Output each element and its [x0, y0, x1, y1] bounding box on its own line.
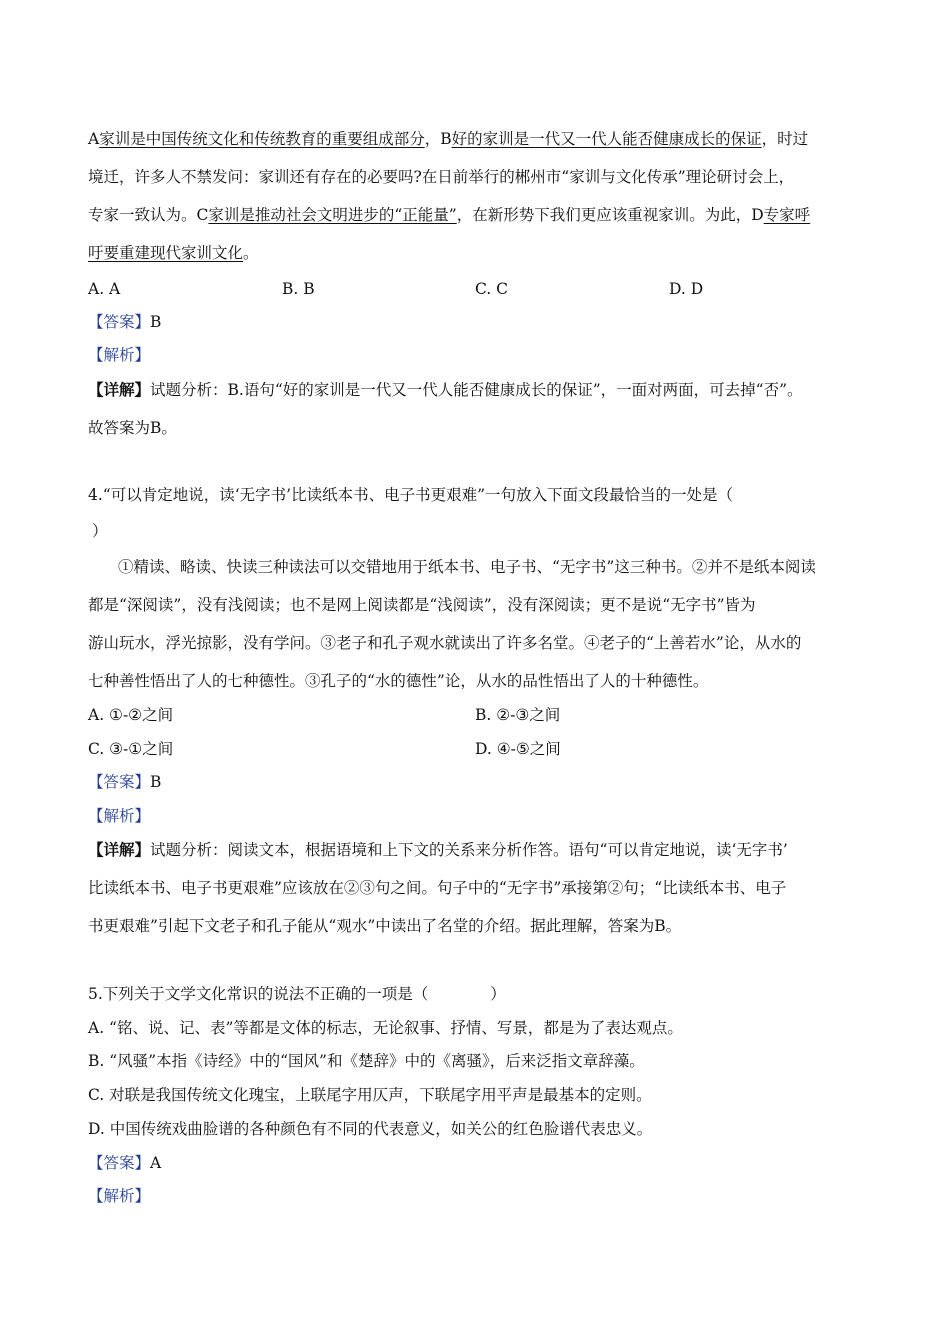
- detail-text: 试题分析：阅读文本，根据语境和上下文的关系来分析作答。语句“可以肯定地说，读‘无字书’: [150, 841, 788, 859]
- q4-option-d: D. ④-⑤之间: [475, 740, 561, 758]
- q5-option-c: C. 对联是我国传统文化瑰宝，上联尾字用仄声，下联尾字用平声是最基本的定则。: [88, 1086, 652, 1104]
- detail-text: 试题分析：B.语句“好的家训是一代又一代人能否健康成长的保证”，一面对两面，可去掉“否”。: [150, 381, 803, 399]
- answer-value: B: [150, 773, 162, 791]
- underlined-segment-d-cont: 吁要重建现代家训文化: [88, 244, 244, 262]
- q5-option-a: A. “铭、说、记、表”等都是文体的标志，无论叙事、抒情、写景，都是为了表达观点。: [88, 1019, 683, 1037]
- text-segment: ，时过: [761, 130, 809, 148]
- q4-paragraph-line-2: 都是“深阅读”，没有浅阅读；也不是网上阅读都是“浅阅读”，没有深阅读；更不是说“无字书”皆为: [88, 596, 756, 614]
- q5-stem: 5.下列关于文学文化常识的说法不正确的一项是（ ）: [88, 985, 506, 1003]
- q3-passage-line-2: 境迁，许多人不禁发问：家训还有存在的必要吗?在日前举行的郴州市“家训与文化传承”理论研讨会上，: [88, 168, 795, 186]
- q4-option-b: B. ②-③之间: [475, 706, 561, 724]
- q4-option-c: C. ③-①之间: [88, 740, 174, 758]
- analysis-tag: 【解析】: [88, 1187, 151, 1205]
- q5-answer: [88, 1153, 161, 1173]
- underlined-segment-c: 家训是推动社会文明进步的“正能量”: [208, 206, 457, 224]
- answer-value: A: [150, 1154, 162, 1172]
- answer-value: B: [150, 313, 162, 331]
- q3-passage-line-3: [88, 205, 810, 225]
- q4-stem-line-1: 4.“可以肯定地说，读‘无字书’比读纸本书、电子书更艰难”一句放入下面文段最恰当的一处是（: [88, 486, 733, 504]
- q3-passage-line-1: [88, 129, 808, 149]
- marker-b: ，B: [424, 130, 452, 148]
- q4-paragraph-line-1: ①精读、略读、快读三种读法可以交错地用于纸本书、电子书、“无字书”这三种书。②并不是纸本阅读: [118, 558, 816, 576]
- q3-analysis: [88, 345, 150, 365]
- q3-detail-line-2: 故答案为B。: [88, 419, 177, 437]
- detail-tag: 【详解】: [88, 380, 151, 399]
- q4-option-a: A. ①-②之间: [88, 706, 174, 724]
- q3-option-c: C. C: [475, 280, 509, 298]
- q4-detail-line-1: [88, 840, 788, 860]
- q5-option-d: D. 中国传统戏曲脸谱的各种颜色有不同的代表意义，如关公的红色脸谱代表忠义。: [88, 1120, 653, 1138]
- q3-option-d: D. D: [669, 280, 704, 298]
- text-segment: 。: [243, 244, 259, 262]
- q5-option-b: B. “风骚”本指《诗经》中的“国风”和《楚辞》中的《离骚》，后来泛指文章辞藻。: [88, 1052, 645, 1070]
- q4-paragraph-line-3: 游山玩水，浮光掠影，没有学问。③老子和孔子观水就读出了许多名堂。④老子的“上善若水”论，从水的: [88, 634, 802, 652]
- q4-analysis: [88, 806, 150, 826]
- q3-option-b: B. B: [282, 280, 315, 298]
- detail-tag: 【详解】: [88, 840, 151, 859]
- answer-tag: 【答案】: [88, 1154, 151, 1172]
- q4-answer: [88, 772, 161, 792]
- analysis-tag: 【解析】: [88, 807, 151, 825]
- q3-detail-line-1: [88, 380, 803, 400]
- marker-a: A: [88, 130, 100, 148]
- analysis-tag: 【解析】: [88, 346, 151, 364]
- underlined-segment-b: 好的家训是一代又一代人能否健康成长的保证: [451, 130, 762, 148]
- q3-passage-line-4: [88, 243, 259, 263]
- q5-analysis: [88, 1186, 150, 1206]
- q4-stem-line-2: ）: [92, 522, 108, 540]
- text-segment: ，在新形势下我们更应该重视家训。为此，D: [456, 206, 764, 224]
- q4-detail-line-3: 书更艰难”引起下文老子和孔子能从“观水”中读出了名堂的介绍。据此理解，答案为B。: [88, 917, 682, 935]
- underlined-segment-d: 专家呼: [763, 206, 811, 224]
- q4-paragraph-line-4: 七种善性悟出了人的七种德性。③孔子的“水的德性”论，从水的品性悟出了人的十种德性。: [88, 672, 709, 690]
- q3-answer: [88, 312, 161, 332]
- text-segment: 专家一致认为。C: [88, 206, 209, 224]
- underlined-segment-a: 家训是中国传统文化和传统教育的重要组成部分: [99, 130, 425, 148]
- q3-option-a: A. A: [88, 280, 121, 298]
- answer-tag: 【答案】: [88, 313, 151, 331]
- q4-detail-line-2: 比读纸本书、电子书更艰难”应该放在②③句之间。句子中的“无字书”承接第②句；“比读纸本书、电子: [88, 879, 787, 897]
- answer-tag: 【答案】: [88, 773, 151, 791]
